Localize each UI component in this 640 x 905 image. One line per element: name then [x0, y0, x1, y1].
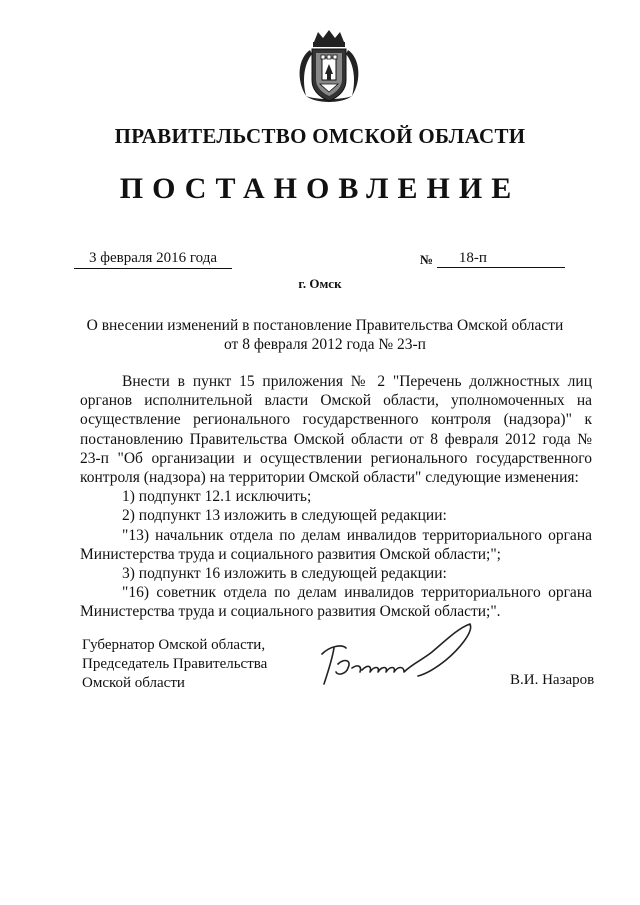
document-body [80, 372, 592, 622]
coat-of-arms-icon [292, 28, 366, 108]
signer-title-line-2: Председатель Правительства [82, 656, 268, 672]
document-type-title: ПОСТАНОВЛЕНИЕ [119, 172, 521, 205]
document-number: 18-п [437, 250, 565, 268]
signer-title-line-1: Губернатор Омской области, [82, 637, 266, 653]
document-number-field [420, 250, 565, 268]
body-item-1: 1) подпункт 12.1 исключить; [122, 488, 312, 506]
signer-title-line-3: Омской области [82, 675, 185, 691]
signer-name: В.И. Назаров [510, 672, 595, 688]
handwritten-signature-icon [308, 620, 478, 692]
subject-line-1: О внесении изменений в постановление Правительства Омской области [86, 317, 564, 334]
document-city: г. Омск [298, 276, 342, 291]
document-date: 3 февраля 2016 года [74, 250, 232, 269]
body-item-2-text: "13) начальник отдела по делам инвалидов территориального органа Министерства труда и социального развития Омской области;"; [80, 526, 592, 563]
subject-line-2: от 8 февраля 2012 года № 23-п [224, 336, 426, 353]
document-subject [80, 316, 570, 354]
number-sign: № [420, 252, 434, 267]
body-intro-paragraph: Внести в пункт 15 приложения № 2 "Перечень должностных лиц органов исполнительной власти Омской области, уполномоченных на осуществление регионального государственного контроля (надзора)" к постановлению Правительства Омской области от 8 февраля 2012 года № 23-п "Об организации и осуществлении регионального государственного контроля (надзора) на территории Омской области" следующие изменения: [80, 373, 592, 487]
organization-title: ПРАВИТЕЛЬСТВО ОМСКОЙ ОБЛАСТИ [114, 124, 526, 148]
signer-title [82, 636, 267, 693]
body-item-3: 3) подпункт 16 изложить в следующей редакции: [122, 565, 447, 583]
body-item-2: 2) подпункт 13 изложить в следующей редакции: [122, 507, 447, 525]
body-item-3-text: "16) советник отдела по делам инвалидов территориального органа Министерства труда и социального развития Омской области;". [80, 584, 592, 621]
